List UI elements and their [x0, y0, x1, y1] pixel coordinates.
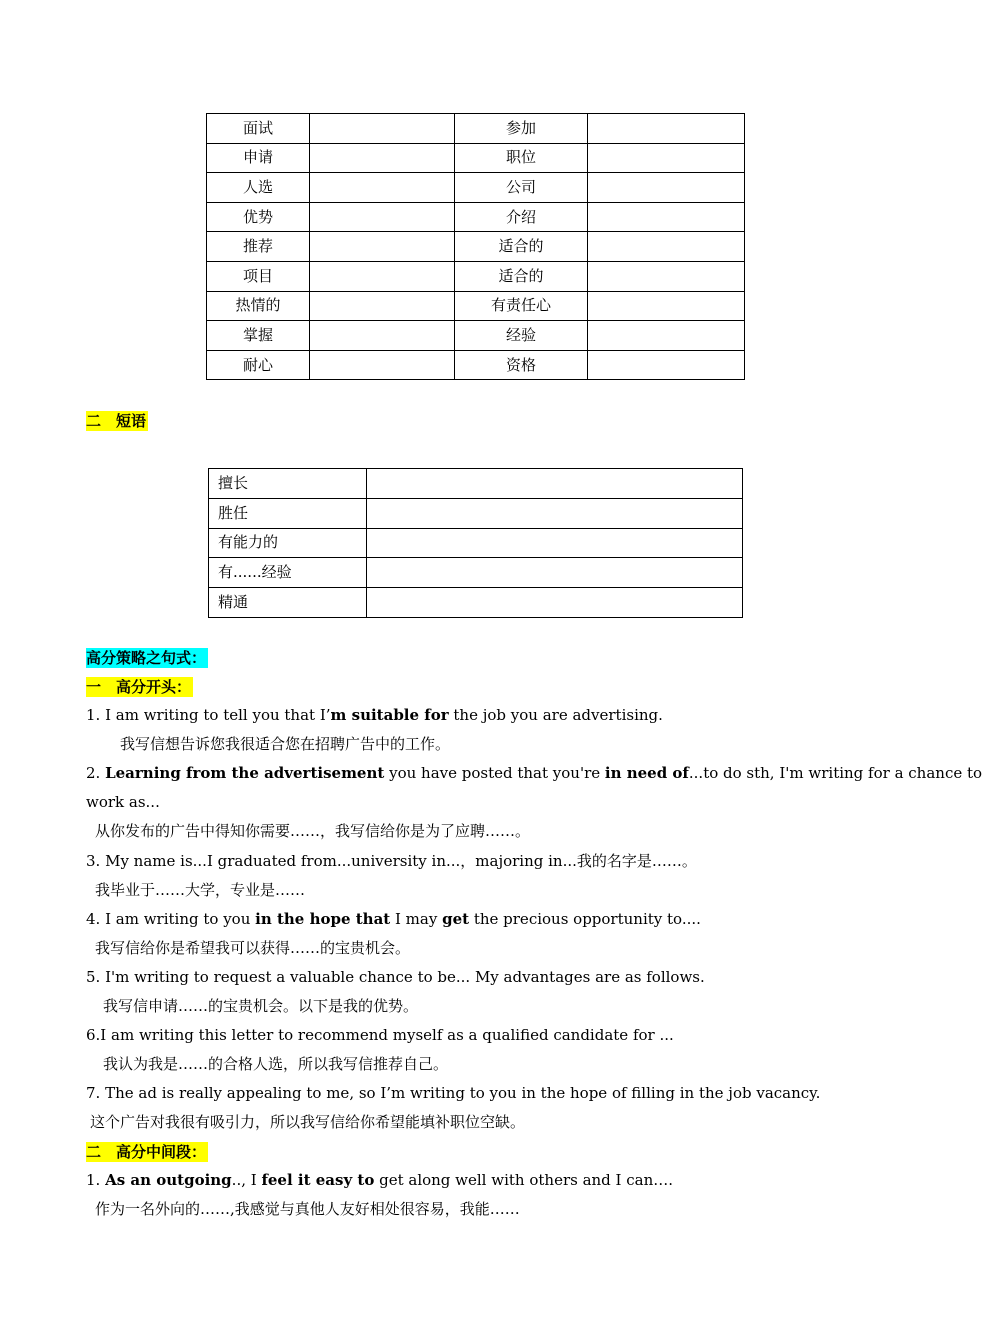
phrase-term-cell: 有能力的 [209, 528, 367, 558]
vocab-row [207, 232, 745, 262]
vocab-term-cell: 适合的 [455, 261, 588, 291]
vocab-term-cell: 掌握 [207, 321, 310, 351]
vocab-term-cell: 介绍 [455, 202, 588, 232]
vocab-row [207, 202, 745, 232]
phrase-answer-cell [367, 528, 743, 558]
phrase-answer-cell [367, 558, 743, 588]
phrase-answer-cell [367, 498, 743, 528]
sentence-6-translation: 我认为我是……的合格人选，所以我写信推荐自己。 [103, 1055, 449, 1073]
vocab-row [207, 350, 745, 380]
vocab-term-cell: 面试 [207, 114, 310, 144]
vocab-term-cell: 参加 [455, 114, 588, 144]
section-heading-phrases: 二 短语 [86, 412, 147, 430]
phrase-row [209, 498, 743, 528]
phrase-answer-cell [367, 469, 743, 499]
middle-sentence-1: 1. As an outgoing.., I feel it easy to get along well with others and I can…. [86, 1171, 674, 1189]
sentence-4: 4. I am writing to you in the hope that I may get the precious opportunity to.... [86, 910, 701, 928]
sentence-1-translation: 我写信想告诉您我很适合您在招聘广告中的工作。 [120, 735, 451, 753]
strategy-heading: 高分策略之句式： [86, 649, 207, 667]
phrase-term-cell: 擅长 [209, 469, 367, 499]
phrase-row [209, 528, 743, 558]
sentence-5: 5. I'm writing to request a valuable chance to be... My advantages are as follows. [86, 968, 705, 986]
vocab-answer-cell [588, 261, 745, 291]
vocab-table [206, 113, 745, 380]
vocab-term-cell: 经验 [455, 321, 588, 351]
vocab-answer-cell [588, 202, 745, 232]
vocab-answer-cell [310, 114, 455, 144]
vocab-answer-cell [310, 202, 455, 232]
phrase-term-cell: 精通 [209, 588, 367, 618]
phrase-row [209, 469, 743, 499]
vocab-term-cell: 公司 [455, 173, 588, 203]
sentence-2-translation: 从你发布的广告中得知你需要……，我写信给你是为了应聘……。 [95, 822, 531, 840]
vocab-answer-cell [588, 143, 745, 173]
vocab-answer-cell [588, 232, 745, 262]
sentence-7-translation: 这个广告对我很有吸引力，所以我写信给你希望能填补职位空缺。 [90, 1113, 526, 1131]
phrase-table [208, 468, 743, 618]
middle-sentence-1-translation: 作为一名外向的……,我感觉与真他人友好相处很容易，我能…… [95, 1200, 520, 1218]
vocab-answer-cell [588, 114, 745, 144]
vocab-row [207, 321, 745, 351]
vocab-term-cell: 人选 [207, 173, 310, 203]
vocab-term-cell: 推荐 [207, 232, 310, 262]
vocab-answer-cell [310, 261, 455, 291]
vocab-answer-cell [588, 321, 745, 351]
sentence-6: 6.I am writing this letter to recommend myself as a qualified candidate for ... [86, 1026, 674, 1044]
vocab-row [207, 143, 745, 173]
sentence-5-translation: 我写信申请……的宝贵机会。以下是我的优势。 [103, 997, 419, 1015]
vocab-row [207, 173, 745, 203]
sentence-1: 1. I am writing to tell you that I’m suitable for the job you are advertising. [86, 706, 663, 724]
phrase-row [209, 558, 743, 588]
sentence-3-translation: 我毕业于……大学，专业是…… [95, 881, 306, 899]
phrase-term-cell: 胜任 [209, 498, 367, 528]
vocab-term-cell: 项目 [207, 261, 310, 291]
sentence-4-translation: 我写信给你是希望我可以获得……的宝贵机会。 [95, 939, 411, 957]
vocab-term-cell: 有责任心 [455, 291, 588, 321]
vocab-answer-cell [588, 350, 745, 380]
sentence-2-continued: work as... [86, 793, 160, 811]
vocab-term-cell: 资格 [455, 350, 588, 380]
vocab-row [207, 114, 745, 144]
vocab-term-cell: 优势 [207, 202, 310, 232]
vocab-answer-cell [588, 291, 745, 321]
vocab-answer-cell [588, 173, 745, 203]
phrase-row [209, 588, 743, 618]
vocab-term-cell: 适合的 [455, 232, 588, 262]
vocab-answer-cell [310, 232, 455, 262]
vocab-row [207, 291, 745, 321]
opening-heading: 一 高分开头： [86, 678, 192, 696]
phrase-answer-cell [367, 588, 743, 618]
sentence-2: 2. Learning from the advertisement you have posted that you're in need of...to do sth, I'm writing for a chance to [86, 764, 982, 782]
vocab-answer-cell [310, 321, 455, 351]
vocab-answer-cell [310, 143, 455, 173]
vocab-answer-cell [310, 350, 455, 380]
middle-heading: 二 高分中间段： [86, 1143, 207, 1161]
vocab-term-cell: 耐心 [207, 350, 310, 380]
sentence-7: 7. The ad is really appealing to me, so I’m writing to you in the hope of filling in the job vacancy. [86, 1084, 821, 1102]
vocab-answer-cell [310, 173, 455, 203]
vocab-term-cell: 职位 [455, 143, 588, 173]
vocab-term-cell: 申请 [207, 143, 310, 173]
phrase-term-cell: 有......经验 [209, 558, 367, 588]
vocab-row [207, 261, 745, 291]
vocab-answer-cell [310, 291, 455, 321]
sentence-3: 3. My name is...I graduated from...university in...，majoring in...我的名字是……。 [86, 852, 697, 870]
vocab-term-cell: 热情的 [207, 291, 310, 321]
